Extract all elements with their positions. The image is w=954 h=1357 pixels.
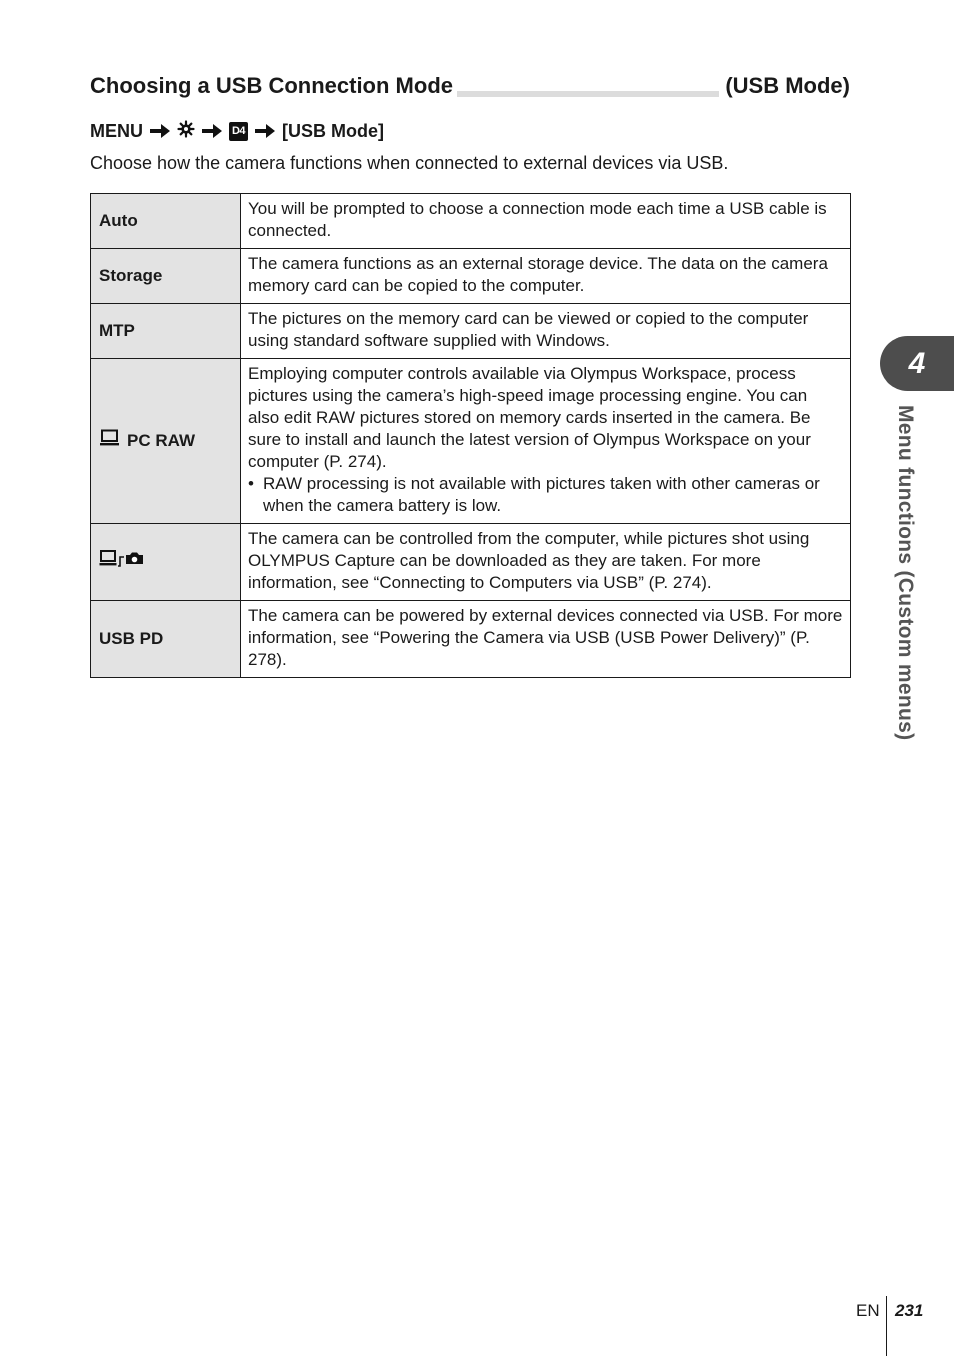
table-row [91, 601, 851, 678]
gear-icon [177, 120, 195, 143]
mode-label-cell [91, 524, 241, 601]
arrow-right-icon [201, 123, 223, 139]
table-row [91, 304, 851, 359]
mode-description: The pictures on the memory card can be viewed or copied to the computer using standard software supplied with Windows. [241, 304, 851, 359]
footer-divider [886, 1296, 887, 1356]
mode-description: The camera can be powered by external devices connected via USB. For more information, see “Powering the Camera via USB (USB Power Delivery)” (P. 278). [241, 601, 851, 678]
menu-item-label: [USB Mode] [282, 120, 384, 141]
section-title: Choosing a USB Connection Mode [90, 72, 457, 100]
mode-description: You will be prompted to choose a connection mode each time a USB cable is connected. [241, 194, 851, 249]
chapter-title: Menu functions (Custom menus) [894, 405, 917, 741]
mode-label: PC RAW [127, 431, 195, 450]
menu-path [90, 119, 384, 143]
intro-text: Choose how the camera functions when connected to external devices via USB. [90, 153, 729, 173]
table-row [91, 524, 851, 601]
table-row [91, 249, 851, 304]
usb-mode-table [90, 193, 851, 678]
note-text: RAW processing is not available with pictures taken with other cameras or when the camera battery is low. [263, 474, 820, 515]
page-number: 231 [895, 1301, 924, 1320]
mode-description: The camera can be controlled from the computer, while pictures shot using OLYMPUS Capture can be downloaded as they are taken. For more information, see “Connecting to Computers via USB” (P. 274). [241, 524, 851, 601]
mode-label: Storage [91, 249, 241, 304]
submenu-d4-icon: D4 [229, 122, 248, 141]
mode-label: Auto [91, 194, 241, 249]
menu-label: MENU [90, 120, 143, 141]
mode-label-cell [91, 359, 241, 524]
table-row [91, 194, 851, 249]
note-bullet: • RAW processing is not available with pictures taken with other cameras or when the camera battery is low. [248, 473, 843, 517]
section-heading [90, 72, 850, 100]
chapter-tab [880, 336, 954, 391]
mode-description-cell [241, 359, 851, 524]
table-row [91, 359, 851, 524]
computer-camera-icon [99, 554, 147, 573]
mode-label: MTP [91, 304, 241, 359]
mode-label: USB PD [91, 601, 241, 678]
chapter-number: 4 [908, 346, 926, 380]
setting-name: (USB Mode) [719, 72, 850, 100]
arrow-right-icon [149, 123, 171, 139]
mode-description: The camera functions as an external storage device. The data on the camera memory card can be copied to the computer. [241, 249, 851, 304]
language-label: EN [856, 1301, 880, 1320]
computer-icon [99, 429, 121, 453]
mode-description: Employing computer controls available via Olympus Workspace, process pictures using the camera’s high-speed image processing engine. You can also edit RAW pictures stored on memory cards inserted in the camera. Be sure to install and launch the latest version of Olympus Workspace on your computer (P. 274). [248, 364, 811, 471]
arrow-right-icon [254, 123, 276, 139]
